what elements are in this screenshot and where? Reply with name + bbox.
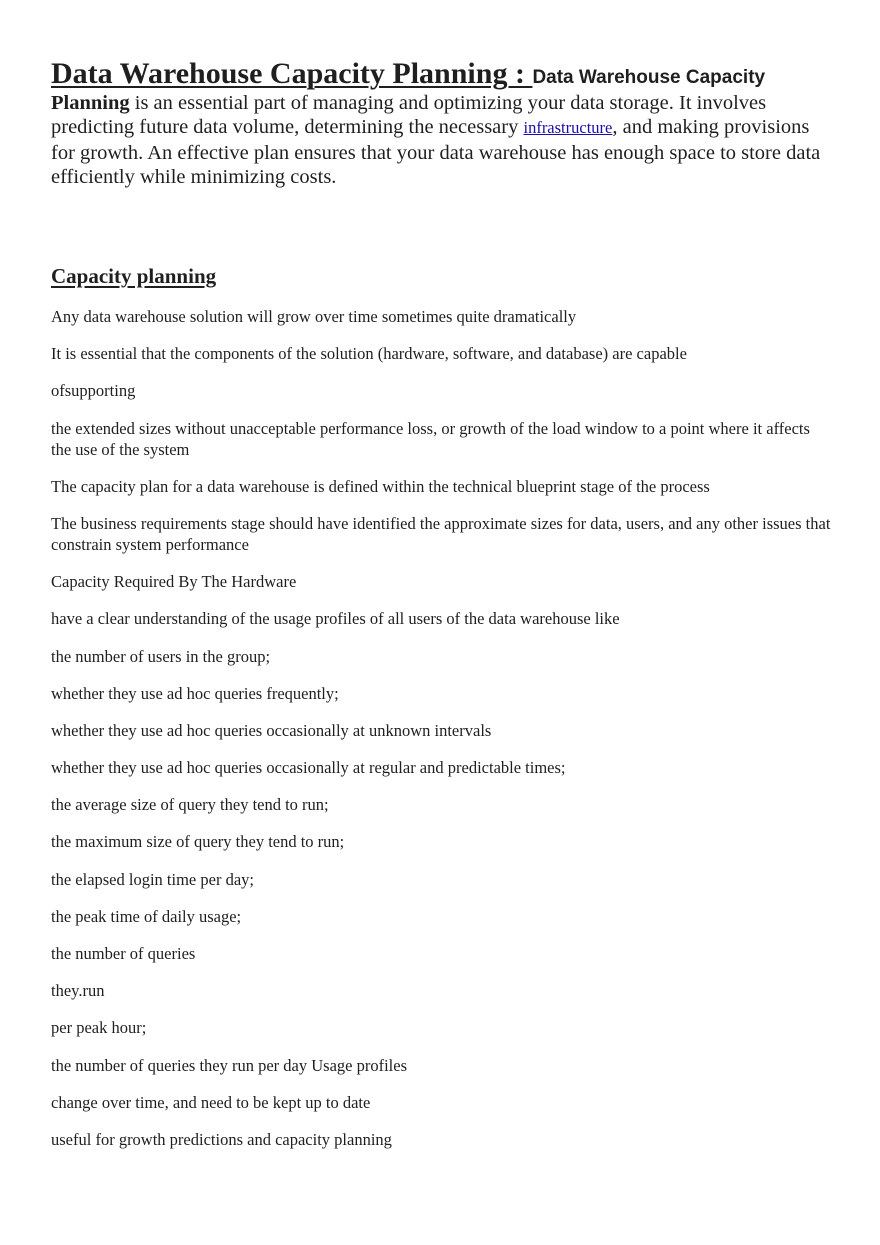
page-title: Data Warehouse Capacity Planning : — [51, 57, 533, 90]
text-line: the number of users in the group; — [51, 646, 271, 666]
text-line: the number of queries — [51, 944, 196, 963]
text-line: The capacity plan for a data warehouse is defined within the technical blueprint stage of the process — [51, 476, 710, 496]
intro-text-before-link: is an essential part of managing and optimizing your data storage. It involves predicting future data volume, determining the necessary — [51, 91, 767, 138]
text-line: useful for growth predictions and capacity planning — [51, 1129, 392, 1149]
text-line: whether they use ad hoc queries frequently; — [51, 683, 339, 703]
intro-text-after-link: , and making provisions for growth. An effective plan ensures that your data warehouse has enough space to store data efficiently while minimizing costs. — [51, 116, 821, 188]
text-line: the elapsed login time per day; — [51, 869, 254, 889]
text-line: the maximum size of query they tend to run; — [51, 832, 345, 852]
page-subtitle: Data Warehouse Capacity — [532, 67, 766, 88]
text-line: the average size of query they tend to run; — [51, 795, 329, 815]
text-line: It is essential that the components of the solution (hardware, software, and database) are capable — [51, 344, 687, 364]
text-line: have a clear understanding of the usage profiles of all users of the data warehouse like — [51, 609, 620, 629]
text-line: the extended sizes without unacceptable performance loss, or growth of the load window to a point where it affects the use of the system — [51, 418, 810, 459]
text-line: they.run — [51, 981, 105, 1001]
intro-bold-word: Planning — [51, 91, 130, 114]
text-line: Capacity Required By The Hardware — [51, 572, 297, 592]
section-heading: Capacity planning — [51, 264, 217, 288]
text-line: Any data warehouse solution will grow over time sometimes quite dramatically — [51, 307, 577, 326]
text-line: The business requirements stage should have identified the approximate sizes for data, users, and any other issues that constrain system performance — [51, 513, 831, 554]
text-line: whether they use ad hoc queries occasionally at regular and predictable times; — [51, 758, 566, 778]
text-line: whether they use ad hoc queries occasionally at unknown intervals — [51, 720, 492, 740]
text-line: ofsupporting — [51, 381, 136, 401]
text-line: the number of queries they run per day Usage profiles — [51, 1055, 408, 1075]
text-line: the peak time of daily usage; — [51, 906, 242, 926]
text-line: change over time, and need to be kept up to date — [51, 1092, 371, 1112]
infrastructure-link[interactable]: infrastructure — [523, 118, 613, 137]
text-line: per peak hour; — [51, 1018, 147, 1038]
intro-paragraph — [51, 57, 832, 190]
section-body — [51, 306, 831, 1166]
